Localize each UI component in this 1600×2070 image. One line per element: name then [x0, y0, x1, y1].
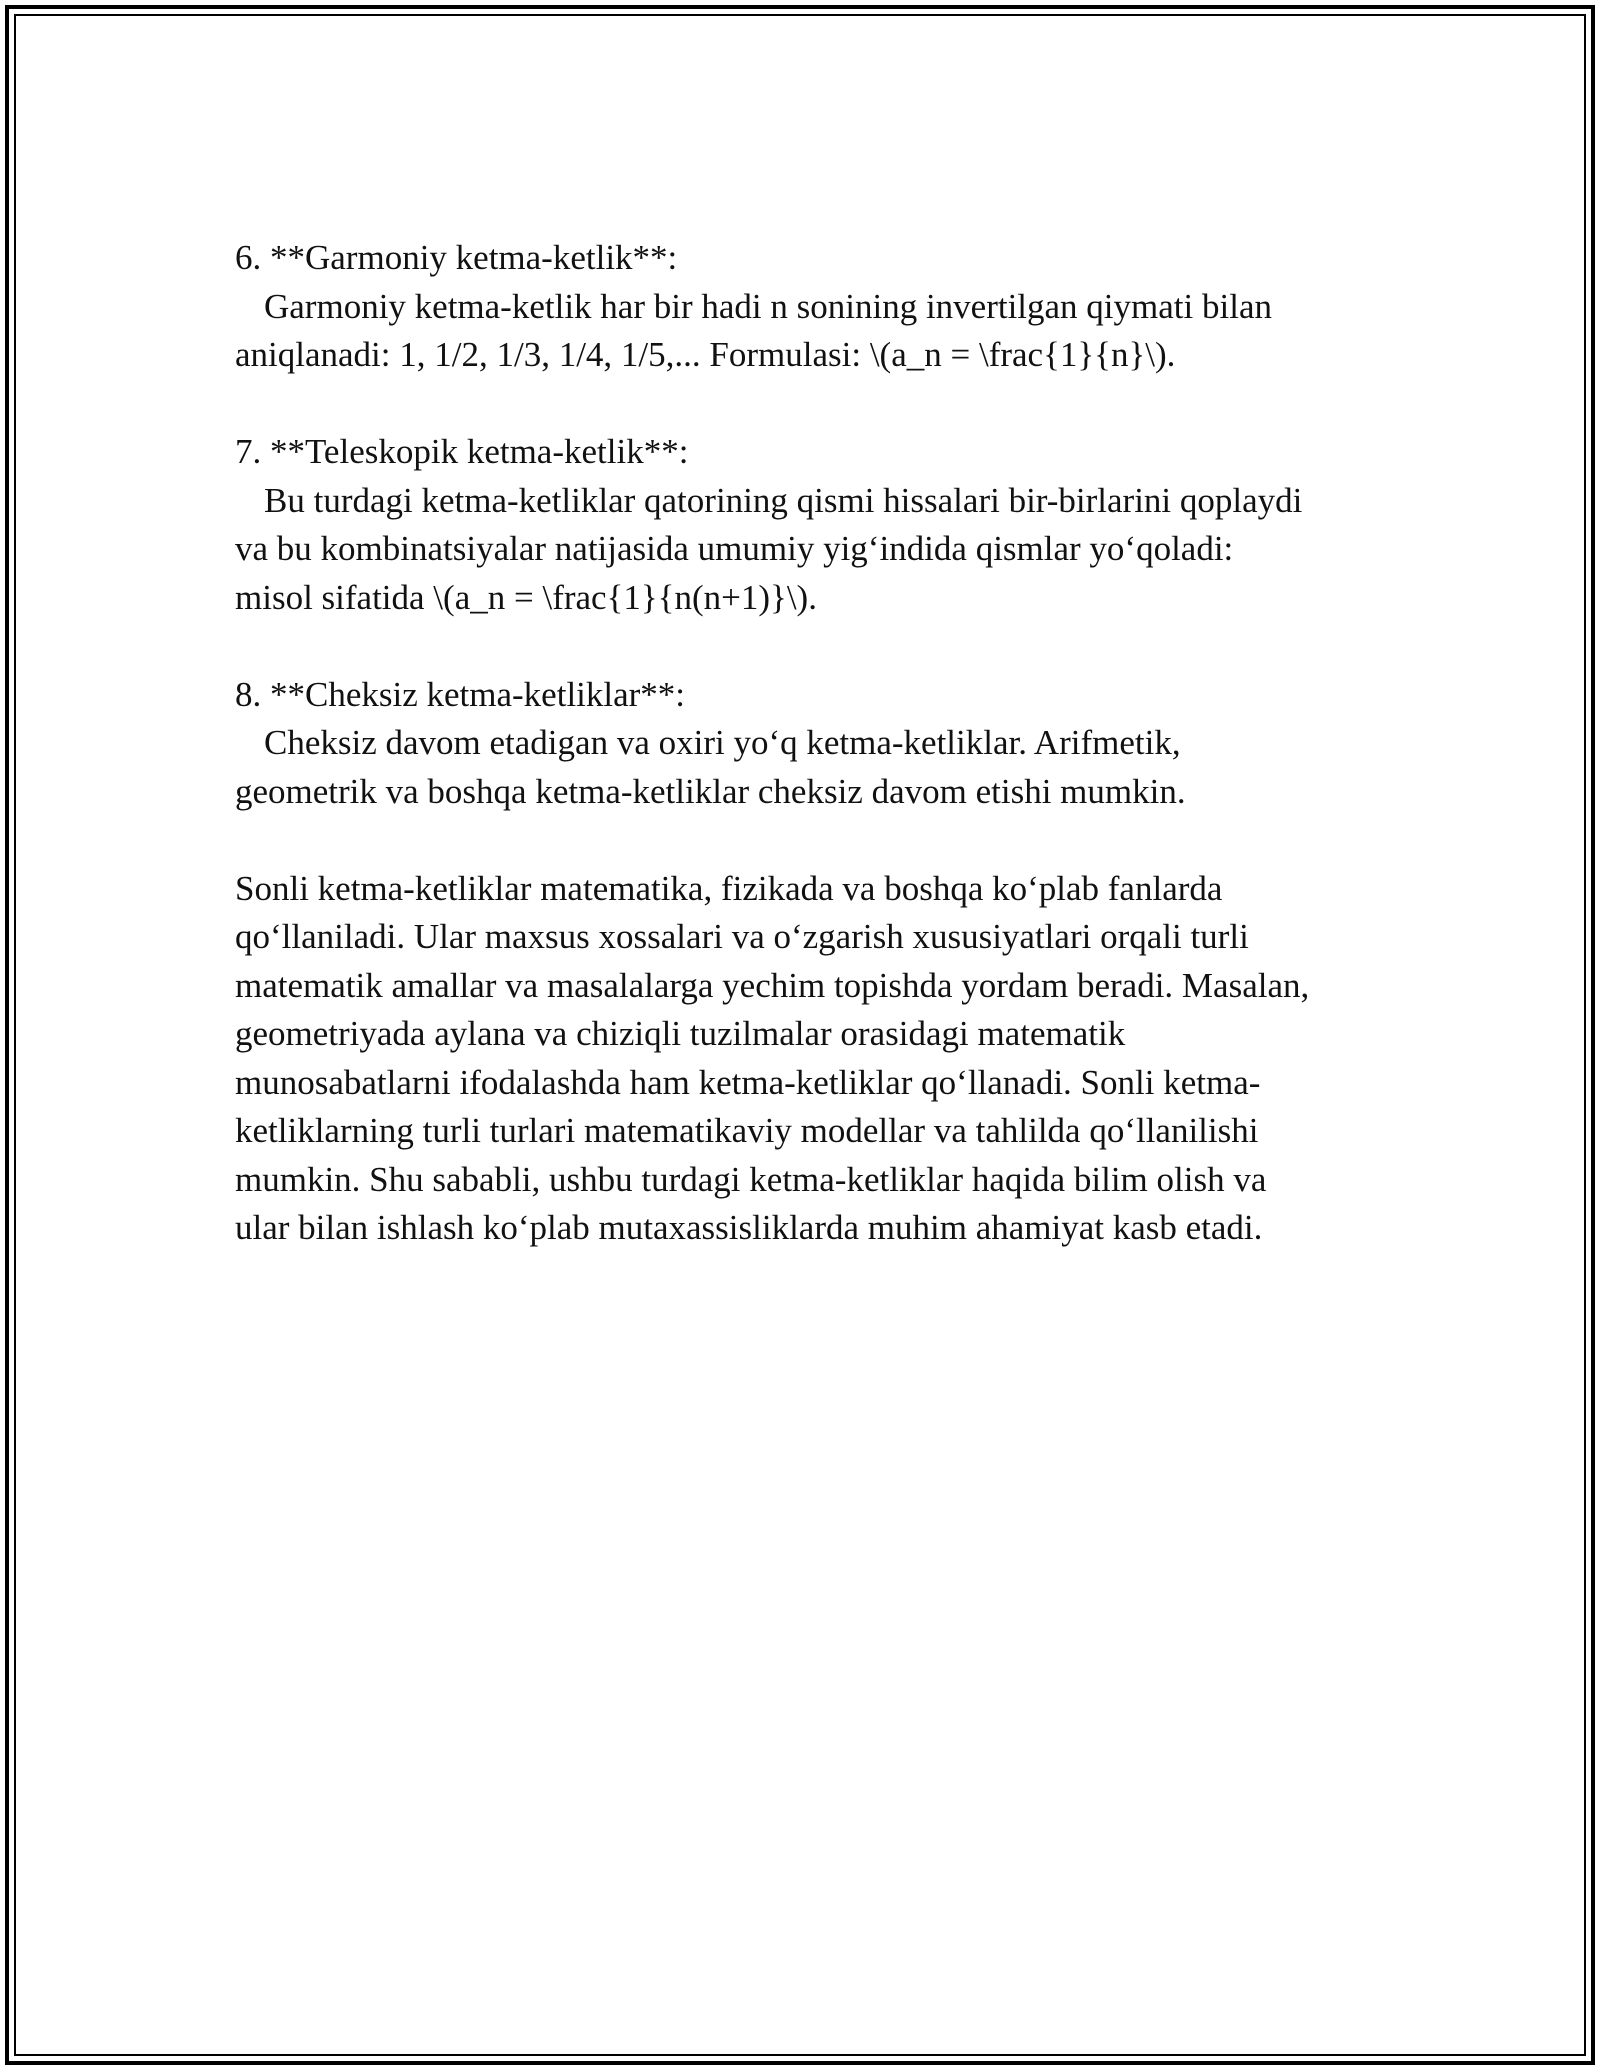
paragraph-line: geometriyada aylana va chiziqli tuzilmalar orasidagi matematik: [235, 1014, 1126, 1053]
section-heading: 6. **Garmoniy ketma-ketlik**:: [235, 238, 678, 277]
document-body: [235, 234, 1375, 1253]
section-cheksiz: [235, 671, 1375, 817]
section-text-line: Cheksiz davom etadigan va oxiri yo‘q ketma-ketliklar. Arifmetik,: [264, 723, 1181, 762]
section-heading: 8. **Cheksiz ketma-ketliklar**:: [235, 674, 686, 714]
paragraph-line: mumkin. Shu sababli, ushbu turdagi ketma-ketliklar haqida bilim olish va: [235, 1159, 1267, 1199]
paragraph-line: qo‘llaniladi. Ular maxsus xossalari va o‘zgarish xususiyatlari orqali turli: [235, 917, 1249, 956]
paragraph-line: munosabatlarni ifodalashda ham ketma-ketliklar qo‘llanadi. Sonli ketma-: [235, 1062, 1261, 1102]
section-text-line: Garmoniy ketma-ketlik har bir hadi n sonining invertilgan qiymati bilan: [264, 286, 1272, 326]
section-text-line: va bu kombinatsiyalar natijasida umumiy yig‘indida qismlar yo‘qoladi:: [235, 529, 1234, 568]
section-heading: 7. **Teleskopik ketma-ketlik**:: [235, 432, 689, 471]
section-garmoniy: [235, 234, 1375, 380]
paragraph-line: Sonli ketma-ketliklar matematika, fizikada va boshqa ko‘plab fanlarda: [235, 868, 1223, 908]
section-text-line: geometrik va boshqa ketma-ketliklar cheksiz davom etishi mumkin.: [235, 771, 1186, 811]
closing-paragraph: [235, 865, 1375, 1253]
paragraph-line: matematik amallar va masalalarga yechim topishda yordam beradi. Masalan,: [235, 965, 1310, 1005]
section-text-line: aniqlanadi: 1, 1/2, 1/3, 1/4, 1/5,... Formulasi: \(a_n = \frac{1}{n}\).: [235, 335, 1176, 374]
paragraph-line: ular bilan ishlash ko‘plab mutaxassisliklarda muhim ahamiyat kasb etadi.: [235, 1208, 1263, 1247]
section-text-line: misol sifatida \(a_n = \frac{1}{n(n+1)}\).: [235, 577, 817, 617]
section-teleskopik: [235, 428, 1375, 622]
section-text-line: Bu turdagi ketma-ketliklar qatorining qismi hissalari bir-birlarini qoplaydi: [264, 480, 1303, 520]
paragraph-line: ketliklarning turli turlari matematikaviy modellar va tahlilda qo‘llanilishi: [235, 1111, 1259, 1150]
